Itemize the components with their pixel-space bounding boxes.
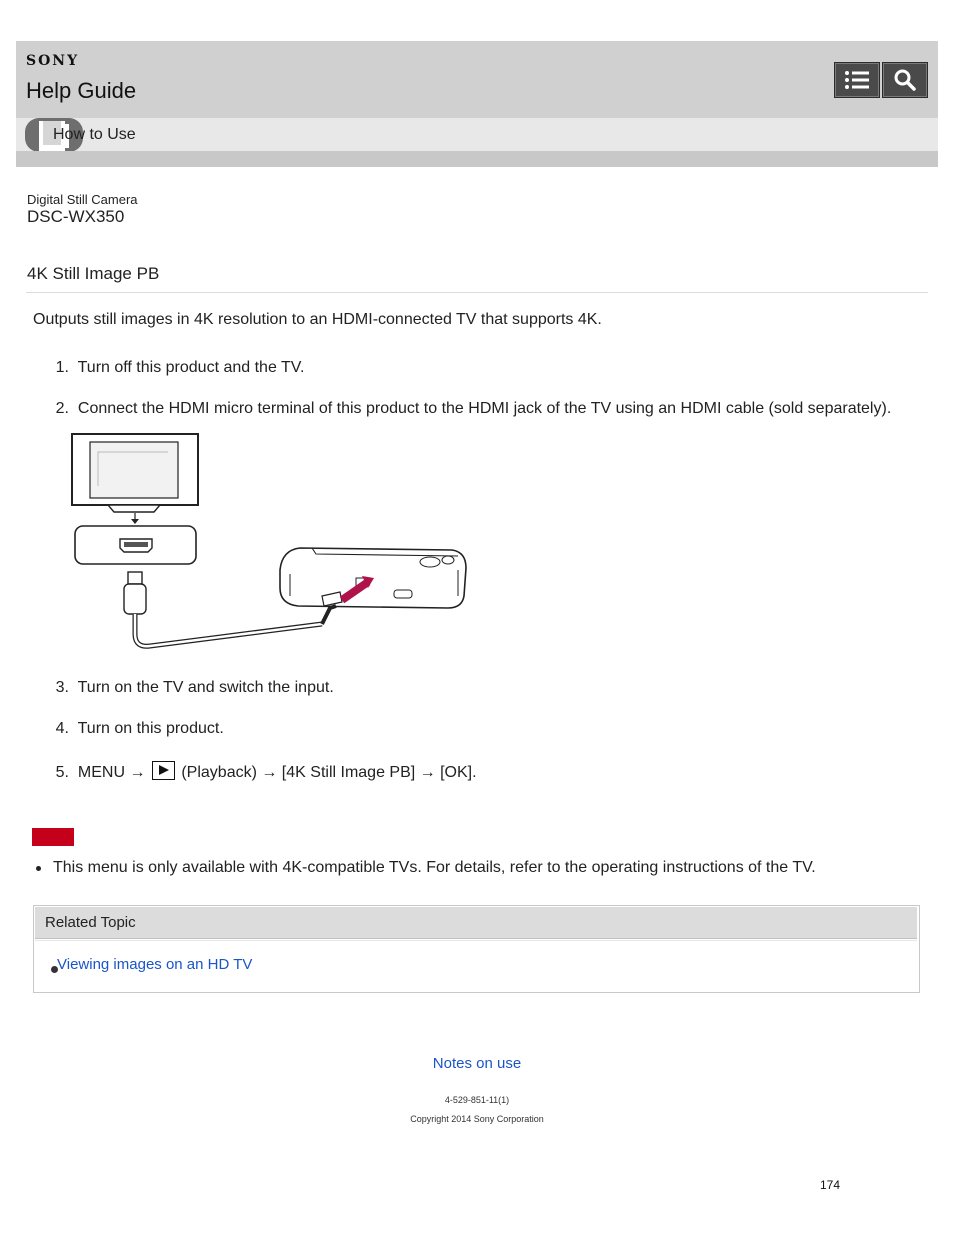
list-icon [844,69,870,91]
product-category: Digital Still Camera [27,192,138,207]
related-topic-heading: Related Topic [45,914,136,931]
tv-icon [72,434,198,524]
step-text: Connect the HDMI micro terminal of this product to the HDMI jack of the TV using an HDMI cable (sold separately). [77,400,892,417]
step-5 [33,761,477,782]
document-id: 4-529-851-11(1) [444,1095,510,1105]
step-text-before: MENU → [77,764,150,781]
search-button[interactable] [882,62,928,98]
step-3 [33,679,334,697]
subnav-bar [16,118,938,151]
note-badge [32,828,74,846]
step-number: 5. [55,764,69,781]
related-divider [35,940,917,941]
note-item: This menu is only available with 4K-compatible TVs. For details, refer to the operating instructions of the TV. [53,859,816,876]
page-number: 174 [820,1178,841,1192]
title-divider [26,292,928,293]
hdmi-jack-icon [75,526,196,564]
bullet-dot [36,866,41,871]
related-topic-header [35,907,917,939]
contents-list-button[interactable] [834,62,880,98]
header-divider [16,151,938,167]
intro-text: Outputs still images in 4K resolution to an HDMI-connected TV that supports 4K. [33,311,602,328]
step-number: 4. [55,720,69,737]
playback-icon [152,761,175,780]
step-number: 2. [55,400,69,417]
step-1 [33,359,304,377]
step-number: 3. [55,679,69,696]
step-number: 1. [55,359,69,376]
sony-logo: SONY [26,53,80,69]
page-title: 4K Still Image PB [27,264,160,283]
step-2 [33,400,891,418]
help-guide-title[interactable]: Help Guide [26,78,137,103]
subnav-how-to-use[interactable]: How to Use [53,126,136,143]
step-text-after: (Playback) → [4K Still Image PB] → [OK]. [176,764,477,781]
step-text: Turn on the TV and switch the input. [77,679,334,696]
copyright: Copyright 2014 Sony Corporation [410,1114,544,1124]
search-icon [893,68,917,92]
step-text: Turn on this product. [77,720,224,737]
step-4 [33,720,224,738]
hdmi-connection-illustration [68,430,472,654]
camera-icon [280,548,466,624]
related-link-hd-tv[interactable]: Viewing images on an HD TV [57,956,253,973]
header-bar [16,41,938,118]
step-text: Turn off this product and the TV. [77,359,305,376]
product-model: DSC-WX350 [27,207,125,226]
notes-on-use-link[interactable]: Notes on use [432,1055,522,1072]
